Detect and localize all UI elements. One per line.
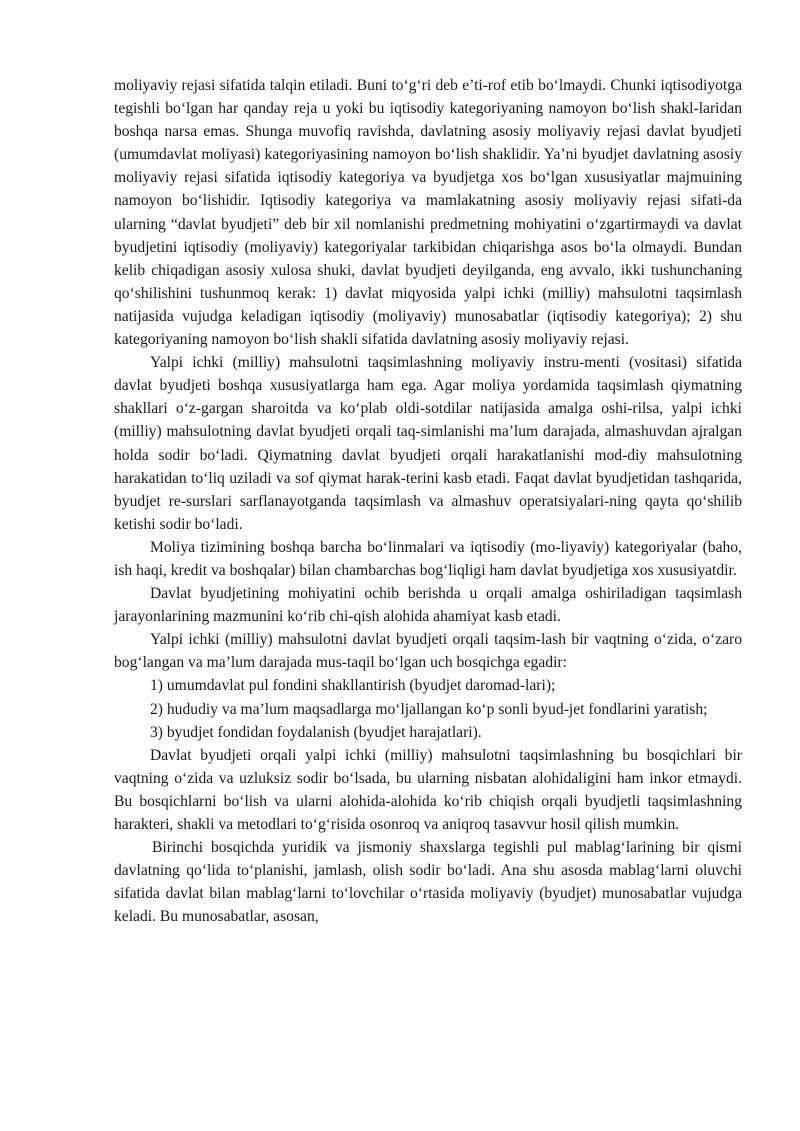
list-item-stage-1: 1) umumdavlat pul fondini shakllantirish (byudjet daromad-lari); [150, 677, 556, 695]
paragraph-first-stage: Birinchi bosqichda yuridik va jismoniy shaxslarga tegishli pul mablag‘larining bir qismi davlatning qo‘lida to‘planishi, jamlash, olish sodir bo‘ladi. Ana shu asosda mablag‘larni oluvchi sifatida davlat bilan mablag‘larni to‘lovchilar o‘rtasida moliyaviy (byudjet) munosabatlar vujudga keladi. Bu munosabatlar, asosan, [114, 839, 742, 926]
paragraph-three-stages: Yalpi ichki (milliy) mahsulotni davlat byudjeti orqali taqsim-lash bir vaqtning o‘zida, o‘zaro bog‘langan va ma’lum darajada mus-taqil bo‘lgan uch bosqichga egadir: [114, 631, 742, 672]
paragraph-financial-system: Moliya tizimining boshqa barcha bo‘linmalari va iqtisodiy (mo-liyaviy) kategoriyalar (baho, ish haqi, kredit va boshqalar) bilan chambarchas bog‘liqligi ham davlat byudjetiga xos xususiyatdir. [114, 538, 742, 579]
paragraph-essence: Davlat byudjetining mohiyatini ochib berishda u orqali amalga oshiriladigan taqsimlash jarayonlarining mazmunini ko‘rib chi-qish alohida ahamiyat kasb etadi. [114, 585, 742, 626]
document-page [114, 74, 742, 928]
paragraph-budget-definition: moliyaviy rejasi sifatida talqin etiladi. Buni to‘g‘ri deb e’ti-rof etib bo‘lmaydi. Chunki iqtisodiyotga tegishli bo‘lgan har qanday reja u yoki bu iqtisodiy kategoriyaning namoyon bo‘lish shakl-laridan boshqa narsa emas. Shunga muvofiq ravishda, davlatning asosiy moliyaviy rejasi davlat byudjeti (umumdavlat moliyasi) kategoriyasining namoyon bo‘lish shaklidir. Ya’ni byudjet davlatning asosiy moliyaviy rejasi sifatida iqtisodiy kategoriya va byudjetga xos bo‘lgan xususiyatlar majmuining namoyon bo‘lishidir. Iqtisodiy kategoriya va mamlakatning asosiy moliyaviy rejasi sifati-da ularning “davlat byudjeti” deb bir xil nomlanishi predmetning mohiyatini o‘zgartirmaydi va davlat byudjetini iqtisodiy (moliyaviy) kategoriyalar tarkibidan chiqarishga asos bo‘la olmaydi. Bundan kelib chiqadigan asosiy xulosa shuki, davlat byudjeti deyilganda, eng avvalo, ikki tushunchaning qo‘shilishini tushunmoq kerak: 1) davlat miqyosida yalpi ichki (milliy) mahsulotni taqsimlash natijasida vujudga keladigan iqtisodiy (moliyaviy) munosabatlar (iqtisodiy kategoriya); 2) shu kategoriyaning namoyon bo‘lish shakli sifatida davlatning asosiy moliyaviy rejasi. [114, 77, 742, 349]
paragraph-stages-continuous: Davlat byudjeti orqali yalpi ichki (milliy) mahsulotni taqsimlashning bu bosqichlari bir vaqtning o‘zida va uzluksiz sodir bo‘lsada, bu ularning nisbatan alohidaligini ham inkor etmaydi. Bu bosqichlarni bo‘lish va ularni alohida-alohida ko‘rib chiqish orqali byudjetli taqsimlashning harakteri, shakli va metodlari to‘g‘risida osonroq va aniqroq tasavvur hosil qilish mumkin. [114, 746, 742, 833]
list-item-stage-3: 3) byudjet fondidan foydalanish (byudjet harajatlari). [150, 723, 482, 741]
list-item-stage-2: 2) hududiy va ma’lum maqsadlarga mo‘ljallangan ko‘p sonli byud-jet fondlarini yaratish; [150, 700, 708, 718]
paragraph-instrument: Yalpi ichki (milliy) mahsulotni taqsimlashning moliyaviy instru-menti (vositasi) sifatida davlat byudjeti boshqa xususiyatlarga ham ega. Agar moliya yordamida taqsimlash qiymatning shakllari o‘z-gargan sharoitda va ko‘plab oldi-sotdilar natijasida amalga oshi-rilsa, yalpi ichki (milliy) mahsulotning davlat byudjeti orqali taq-simlanishi ma’lum darajada, almashuvdan ajralgan holda sodir bo‘ladi. Qiymatning davlat byudjeti orqali harakatlanishi mod-diy mahsulotning harakatidan to‘liq uziladi va sof qiymat harak-terini kasb etadi. Faqat davlat byudjetidan tashqarida, byudjet re-surslari sarflanayotganda taqsimlash va almashuv operatsiyalari-ning qayta qo‘shilib ketishi sodir bo‘ladi. [114, 354, 742, 533]
